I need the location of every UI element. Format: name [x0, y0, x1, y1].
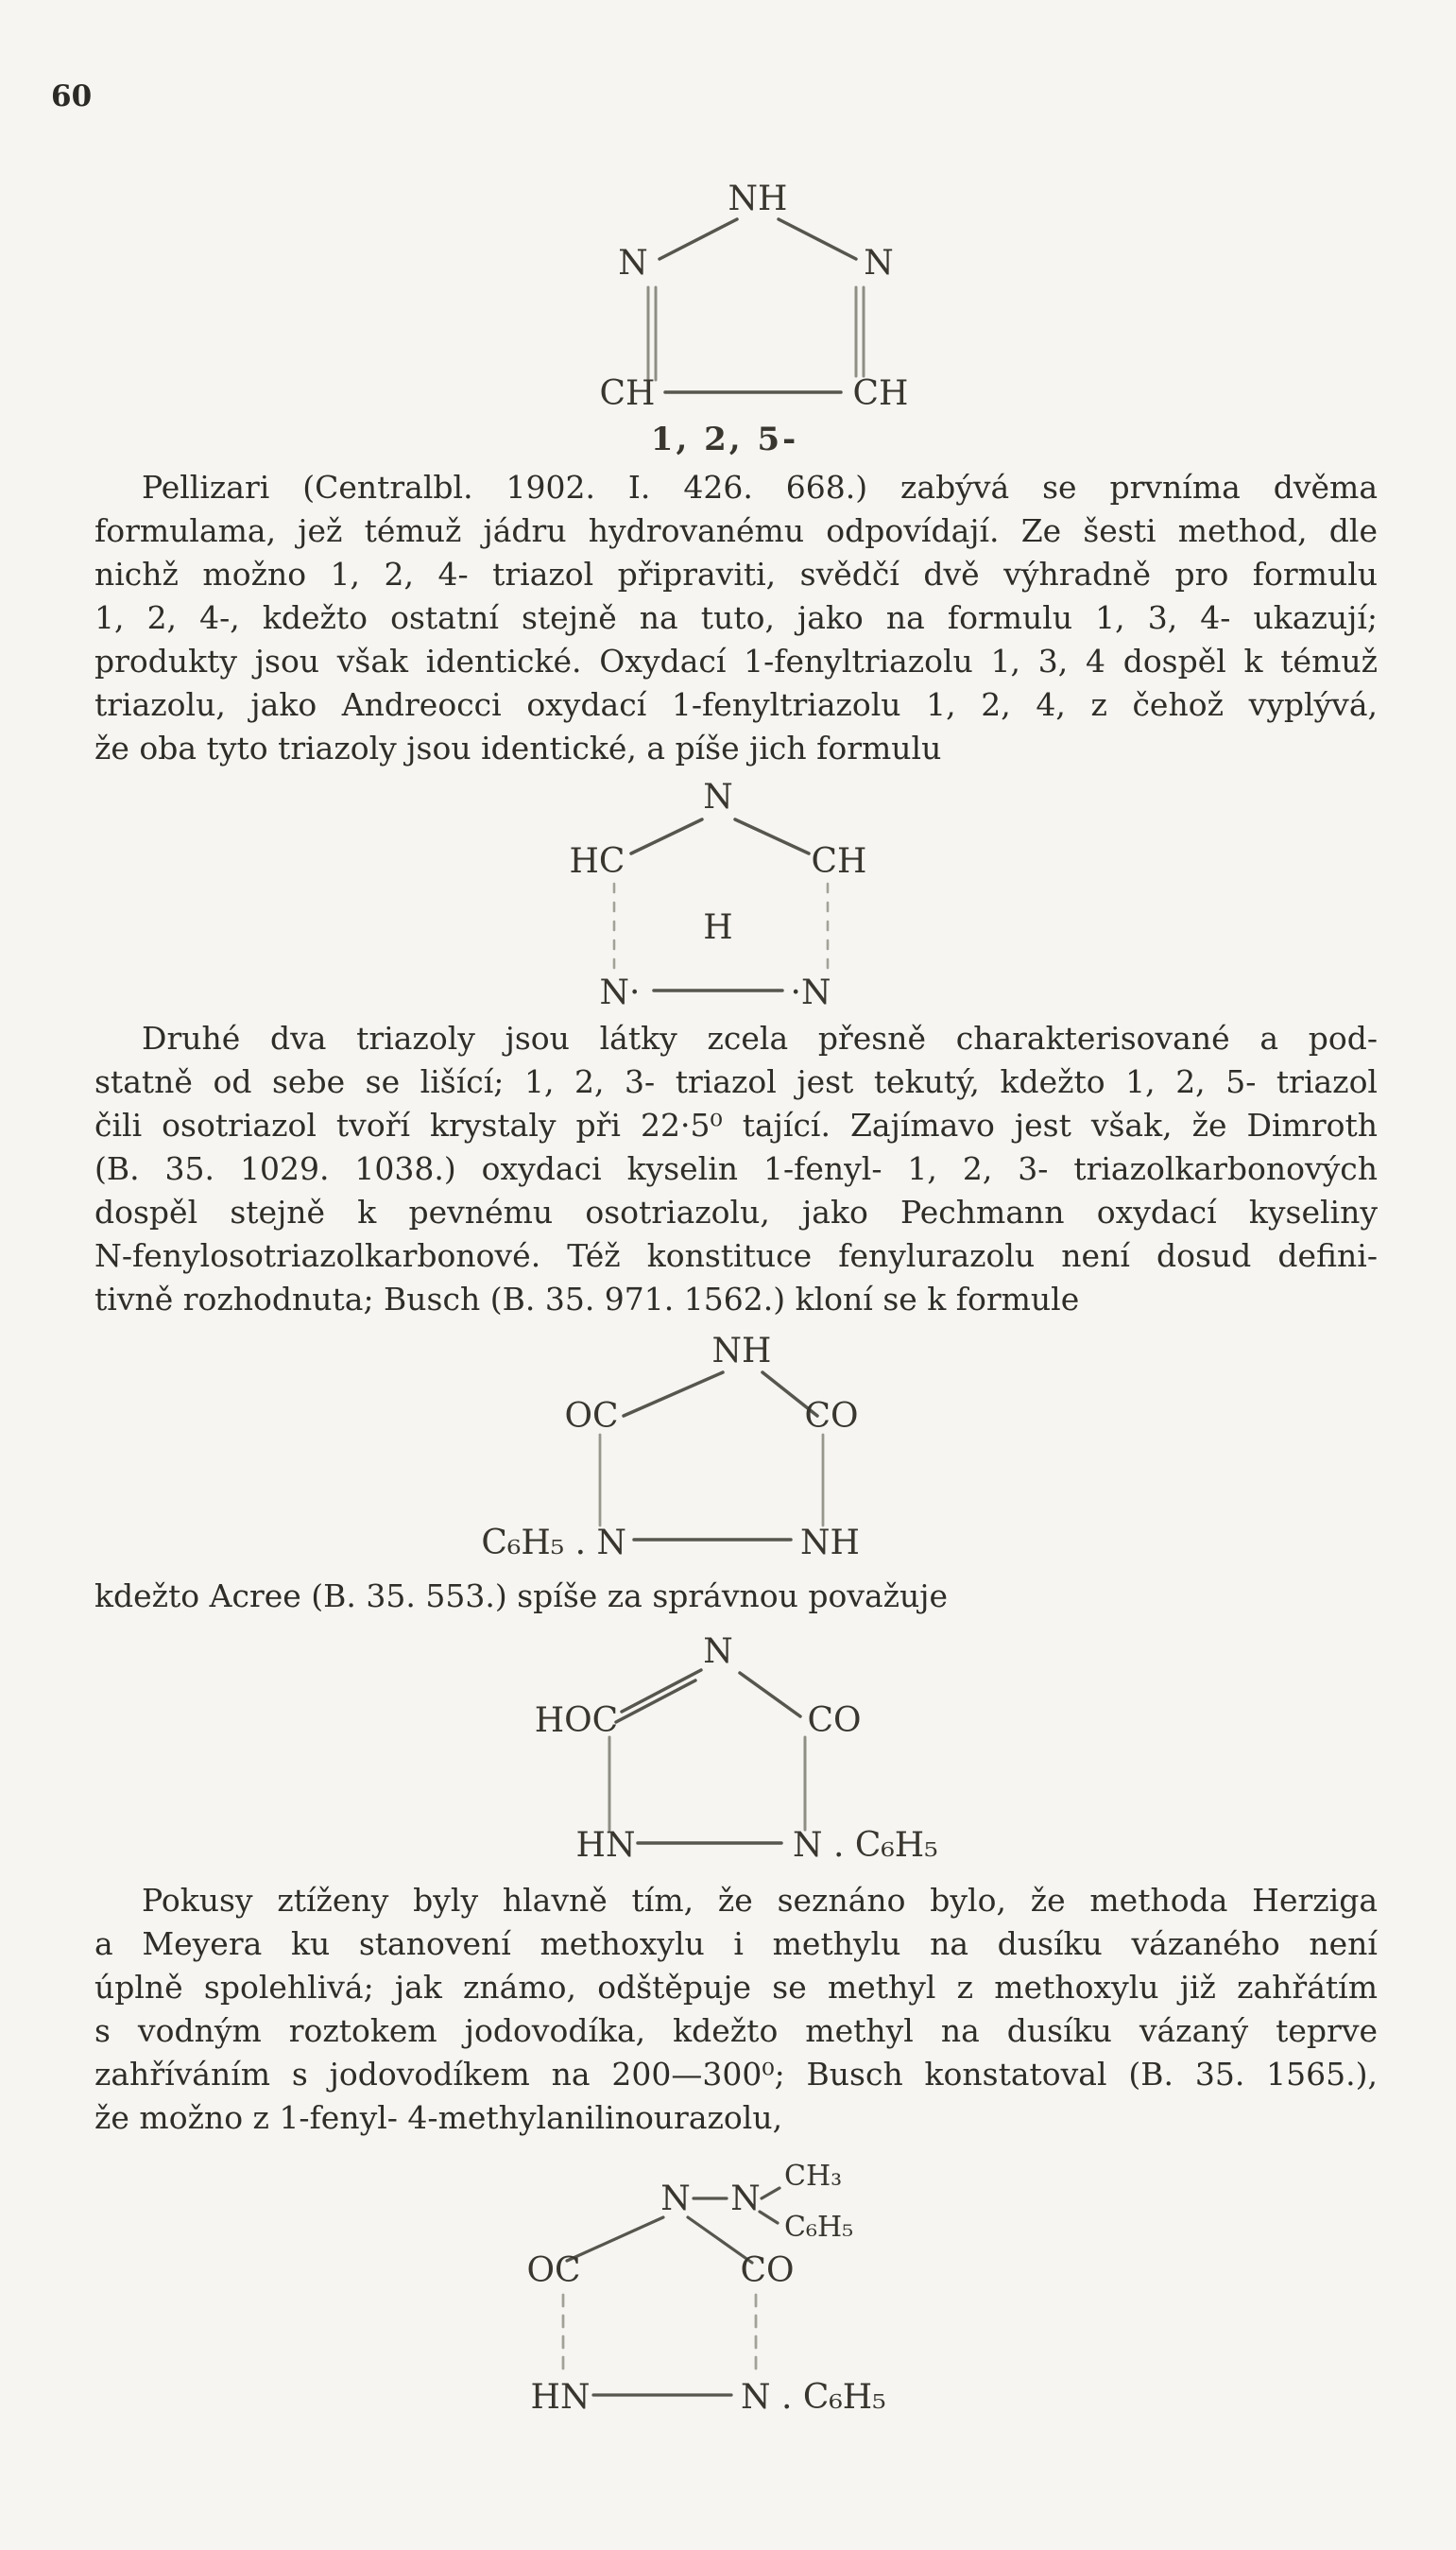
structure-triazole-1-2-5	[510, 168, 983, 471]
atom-label-right-lower: N . C₆H₅	[793, 1826, 938, 1865]
text-line: že možno z 1-fenyl- 4-methylanilinourazolu,	[94, 2099, 783, 2136]
structure-methylanilinourazol	[452, 2157, 1000, 2440]
atom-label-right-upper: N	[864, 244, 894, 283]
page-number: 60	[51, 79, 93, 113]
bond-lines	[616, 1670, 800, 1843]
atom-label-left-lower: N·	[599, 973, 641, 1012]
atom-label-left-upper: N	[618, 244, 648, 283]
atom-label-right-lower: N . C₆H₅	[741, 2378, 886, 2417]
atom-label-top: N	[703, 778, 733, 817]
atom-label-left-lower: CH	[599, 374, 656, 413]
bond-lines	[567, 2188, 779, 2395]
text-line: zahříváním s jodovodíkem na 200—300⁰; Busch konstatoval (B. 35. 1565.),	[94, 2056, 1378, 2093]
text-line: Pokusy ztíženy byly hlavně tím, že seznáno bylo, že methoda Herziga	[142, 1882, 1378, 1919]
text-line: triazolu, jako Andreocci oxydací 1-fenyltriazolu 1, 2, 4, z čehož vyplývá,	[94, 686, 1378, 723]
text-line: 1, 2, 4-, kdežto ostatní stejně na tuto, jako na formulu 1, 3, 4- ukazují;	[94, 599, 1378, 636]
atom-label-right-upper: CH	[811, 842, 867, 881]
atom-label-top: NH	[728, 180, 788, 218]
text-line: statně od sebe se lišící; 1, 2, 3- triazol jest tekutý, kdežto 1, 2, 5- triazol	[94, 1063, 1378, 1100]
text-line: úplně spolehlivá; jak známo, odštěpuje se methyl z methoxylu již zahřátím	[94, 1969, 1378, 2006]
bond-lines	[659, 219, 856, 392]
atom-label-center: H	[703, 908, 733, 947]
bond-lines	[631, 819, 809, 991]
text-line: formulama, jež témuž jádru hydrovanému odpovídají. Ze šesti method, dle	[94, 512, 1378, 549]
text-line: N-fenylosotriazolkarbonové. Též konstituce fenylurazolu není dosud defini-	[94, 1237, 1378, 1274]
text-line: produkty jsou však identické. Oxydací 1-fenyltriazolu 1, 3, 4 dospěl k témuž	[94, 643, 1378, 680]
paragraph-1	[94, 466, 1378, 770]
atom-label-left-upper: OC	[564, 1397, 619, 1436]
atom-label-right-lower: NH	[800, 1524, 860, 1562]
substituent-phenyl: C₆H₅	[784, 2211, 854, 2244]
text-line: Pellizari (Centralbl. 1902. I. 426. 668.) zabývá se prvníma dvěma	[142, 469, 1378, 506]
structure-osotriazole	[491, 770, 945, 1016]
atom-label-left-lower: HN	[530, 2378, 591, 2417]
text-line: nichž možno 1, 2, 4- triazol připraviti, svědčí dvě výhradně pro formulu	[94, 556, 1378, 593]
atom-label-left-upper: HC	[569, 842, 625, 881]
figure-caption: 1, 2, 5-	[650, 421, 799, 458]
atom-label-left-upper: HOC	[534, 1701, 619, 1740]
side-bond-lines	[563, 2295, 756, 2372]
double-bond-lines	[648, 287, 864, 380]
text-line: (B. 35. 1029. 1038.) oxydaci kyselin 1-fenyl- 1, 2, 3- triazolkarbonových	[94, 1150, 1378, 1187]
atom-label-right-lower: CH	[852, 374, 909, 413]
text-line: že oba tyto triazoly jsou identické, a píše jich formulu	[94, 730, 942, 767]
paragraph-3	[94, 1879, 1378, 2140]
atom-label-left-upper: OC	[526, 2251, 581, 2290]
text-line: tivně rozhodnuta; Busch (B. 35. 971. 1562.) kloní se k formule	[94, 1281, 1080, 1318]
side-bond-lines	[600, 1435, 823, 1525]
structure-urazole-busch	[468, 1323, 968, 1569]
structure-urazole-acree	[468, 1624, 968, 1874]
atom-label-top-left-n: N	[660, 2180, 691, 2218]
side-bond-lines	[609, 1737, 805, 1830]
atom-label-left-lower: C₆H₅ . N	[481, 1524, 626, 1562]
atom-label-right-upper: CO	[807, 1701, 862, 1740]
text-line: a Meyera ku stanovení methoxylu i methylu na dusíku vázaného není	[94, 1925, 1378, 1962]
paragraph-acree	[94, 1575, 1378, 1618]
atom-label-left-lower: HN	[575, 1826, 636, 1865]
text-line: s vodným roztokem jodovodíka, kdežto methyl na dusíku vázaný teprve	[94, 2012, 1378, 2049]
paragraph-2	[94, 1017, 1378, 1321]
text-line: Druhé dva triazoly jsou látky zcela přesně charakterisované a pod-	[142, 1020, 1378, 1057]
atom-label-right-upper: CO	[740, 2251, 795, 2290]
text-line: dospěl stejně k pevnému osotriazolu, jako Pechmann oxydací kyseliny	[94, 1194, 1378, 1231]
atom-label-top: NH	[711, 1332, 772, 1370]
atom-label-top-right-n: N	[730, 2180, 761, 2218]
text-line: čili osotriazol tvoří krystaly při 22·5⁰ tající. Zajímavo jest však, že Dimroth	[94, 1107, 1378, 1144]
atom-label-top: N	[703, 1632, 733, 1671]
substituent-methyl: CH₃	[784, 2160, 843, 2193]
bond-lines	[624, 1372, 817, 1540]
atom-label-right-lower: ·N	[790, 973, 831, 1012]
text-line: kdežto Acree (B. 35. 553.) spíše za správnou považuje	[94, 1577, 949, 1614]
atom-label-right-upper: CO	[804, 1397, 859, 1436]
